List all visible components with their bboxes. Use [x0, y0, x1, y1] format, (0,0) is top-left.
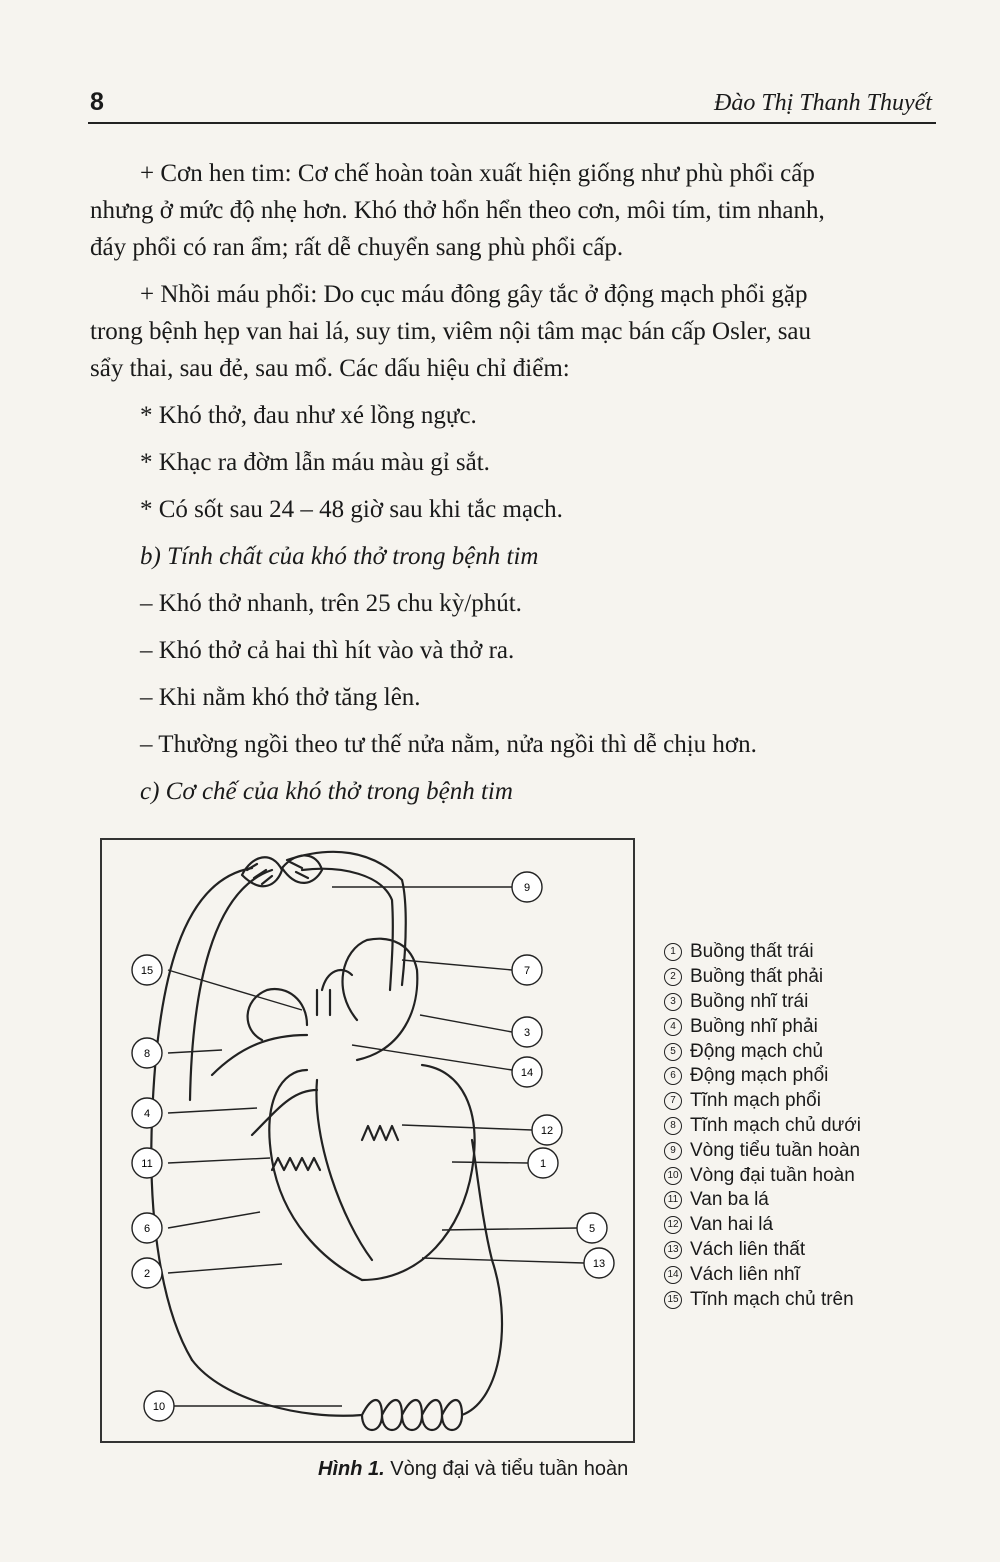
legend-number: 9: [664, 1142, 682, 1160]
legend-item: [664, 1238, 861, 1263]
legend-item: [664, 1014, 861, 1039]
legend-label: Van hai lá: [690, 1214, 774, 1236]
dyspnea-property-item: – Thường ngồi theo tư thế nửa nằm, nửa ngồi thì dễ chịu hơn.: [140, 731, 757, 758]
aortic-arch: [322, 970, 352, 990]
aorta-descending: [472, 1140, 492, 1260]
legend-number: 15: [664, 1291, 682, 1309]
legend-label: Tĩnh mạch chủ trên: [690, 1288, 854, 1310]
legend-item: [664, 1262, 861, 1287]
legend-label: Vòng đại tuần hoàn: [690, 1164, 855, 1186]
legend-number: 13: [664, 1241, 682, 1259]
legend-number: 11: [664, 1191, 682, 1209]
legend-item: [664, 1287, 861, 1312]
callout-text: 10: [152, 1401, 166, 1413]
legend-number: 4: [664, 1018, 682, 1036]
figure-legend: [664, 940, 861, 1312]
callout-text: 5: [588, 1223, 596, 1235]
legend-number: 10: [664, 1167, 682, 1185]
legend-number: 5: [664, 1043, 682, 1061]
callout-text: 15: [140, 965, 154, 977]
callout-text: 9: [523, 882, 531, 894]
systemic-vessel-left: [151, 868, 252, 1360]
callout-text: 2: [143, 1268, 151, 1280]
legend-label: Vách liên nhĩ: [690, 1263, 800, 1285]
legend-label: Động mạch phổi: [690, 1065, 829, 1087]
legend-label: Tĩnh mạch chủ dưới: [690, 1114, 861, 1136]
legend-item: [664, 1089, 861, 1114]
legend-item: [664, 940, 861, 965]
callout-text: 14: [520, 1067, 534, 1079]
figure-title: Vòng đại và tiểu tuần hoàn: [390, 1458, 629, 1480]
tricuspid-valve: [272, 1158, 320, 1170]
section-heading-b: b) Tính chất của khó thở trong bệnh tim: [140, 543, 539, 570]
callout-text: 8: [143, 1048, 151, 1060]
page-number: 8: [90, 88, 104, 116]
legend-label: Buồng thất phải: [690, 966, 824, 988]
callout-text: 7: [523, 965, 531, 977]
text-line: + Nhồi máu phổi: Do cục máu đông gây tắc ở động mạch phổi gặp: [140, 281, 808, 308]
legend-number: 2: [664, 968, 682, 986]
legend-item: [664, 1138, 861, 1163]
paragraph-pulmonary-infarction: [90, 276, 935, 387]
legend-label: Buồng nhĩ phải: [690, 1015, 818, 1037]
legend-item: [664, 965, 861, 990]
callout-text: 11: [141, 1158, 153, 1170]
mitral-valve: [362, 1126, 398, 1140]
systemic-capillary-coil: [192, 1260, 502, 1430]
vena-cava-inner: [190, 870, 272, 1100]
page-header: [88, 86, 936, 122]
legend-label: Động mạch chủ: [690, 1040, 824, 1062]
callouts-right: [512, 872, 614, 1278]
legend-number: 14: [664, 1266, 682, 1284]
legend-label: Tĩnh mạch phổi: [690, 1090, 821, 1112]
text-line: trong bệnh hẹp van hai lá, suy tim, viêm nội tâm mạc bán cấp Osler, sau: [90, 318, 812, 345]
sign-item: * Khó thở, đau như xé lồng ngực.: [140, 402, 477, 429]
sign-item: * Khạc ra đờm lẫn máu màu gỉ sắt.: [140, 449, 490, 476]
legend-label: Vòng tiểu tuần hoàn: [690, 1139, 861, 1161]
sign-item: * Có sốt sau 24 – 48 giờ sau khi tắc mạch.: [140, 496, 563, 523]
callout-text: 1: [539, 1158, 547, 1170]
legend-item: [664, 1163, 861, 1188]
legend-item: [664, 1114, 861, 1139]
ivc-branch: [212, 1035, 307, 1075]
legend-item: [664, 990, 861, 1015]
legend-item: [664, 1213, 861, 1238]
legend-number: 1: [664, 943, 682, 961]
legend-item: [664, 1188, 861, 1213]
author-name: Đào Thị Thanh Thuyết: [713, 90, 932, 116]
header-rule: [88, 122, 936, 124]
body-text: [90, 155, 935, 810]
legend-number: 7: [664, 1092, 682, 1110]
dyspnea-property-item: – Khi nằm khó thở tăng lên.: [140, 684, 421, 711]
callout-text: 13: [592, 1258, 606, 1270]
text-line: nhưng ở mức độ nhẹ hơn. Khó thở hổn hển theo cơn, môi tím, tim nhanh,: [90, 197, 825, 224]
callout-text: 6: [143, 1223, 151, 1235]
dyspnea-property-item: – Khó thở nhanh, trên 25 chu kỳ/phút.: [140, 590, 522, 617]
legend-number: 8: [664, 1117, 682, 1135]
pulmonary-artery-branch: [252, 1090, 317, 1135]
left-atrium-outline: [343, 939, 418, 1060]
heart-diagram: [102, 840, 637, 1445]
legend-item: [664, 1039, 861, 1064]
legend-label: Buồng nhĩ trái: [690, 990, 809, 1012]
legend-label: Van ba lá: [690, 1189, 769, 1211]
heart-circulation-figure: [100, 838, 635, 1443]
figure-label: Hình 1.: [318, 1458, 385, 1480]
septum: [316, 1080, 372, 1260]
callout-text: 3: [523, 1027, 531, 1039]
text-line: đáy phổi có ran ẩm; rất dễ chuyển sang phù phổi cấp.: [90, 234, 624, 261]
dyspnea-property-item: – Khó thở cả hai thì hít vào và thở ra.: [140, 637, 515, 664]
legend-number: 3: [664, 993, 682, 1011]
left-ventricle-outline: [362, 1065, 475, 1280]
section-heading-c: c) Cơ chế của khó thở trong bệnh tim: [140, 778, 513, 805]
text-line: sẩy thai, sau đẻ, sau mổ. Các dấu hiệu chỉ điểm:: [90, 355, 570, 382]
pulmonary-trunk: [317, 990, 330, 1015]
figure-caption: [318, 1458, 628, 1481]
callout-text: 4: [143, 1108, 151, 1120]
legend-number: 12: [664, 1216, 682, 1234]
legend-number: 6: [664, 1067, 682, 1085]
legend-item: [664, 1064, 861, 1089]
legend-label: Vách liên thất: [690, 1238, 806, 1260]
text-line: + Cơn hen tim: Cơ chế hoàn toàn xuất hiện giống như phù phổi cấp: [140, 160, 815, 187]
legend-label: Buồng thất trái: [690, 941, 814, 963]
paragraph-cardiac-asthma: [90, 155, 935, 266]
callout-text: 12: [540, 1125, 554, 1137]
lung-hatching: [247, 862, 308, 884]
